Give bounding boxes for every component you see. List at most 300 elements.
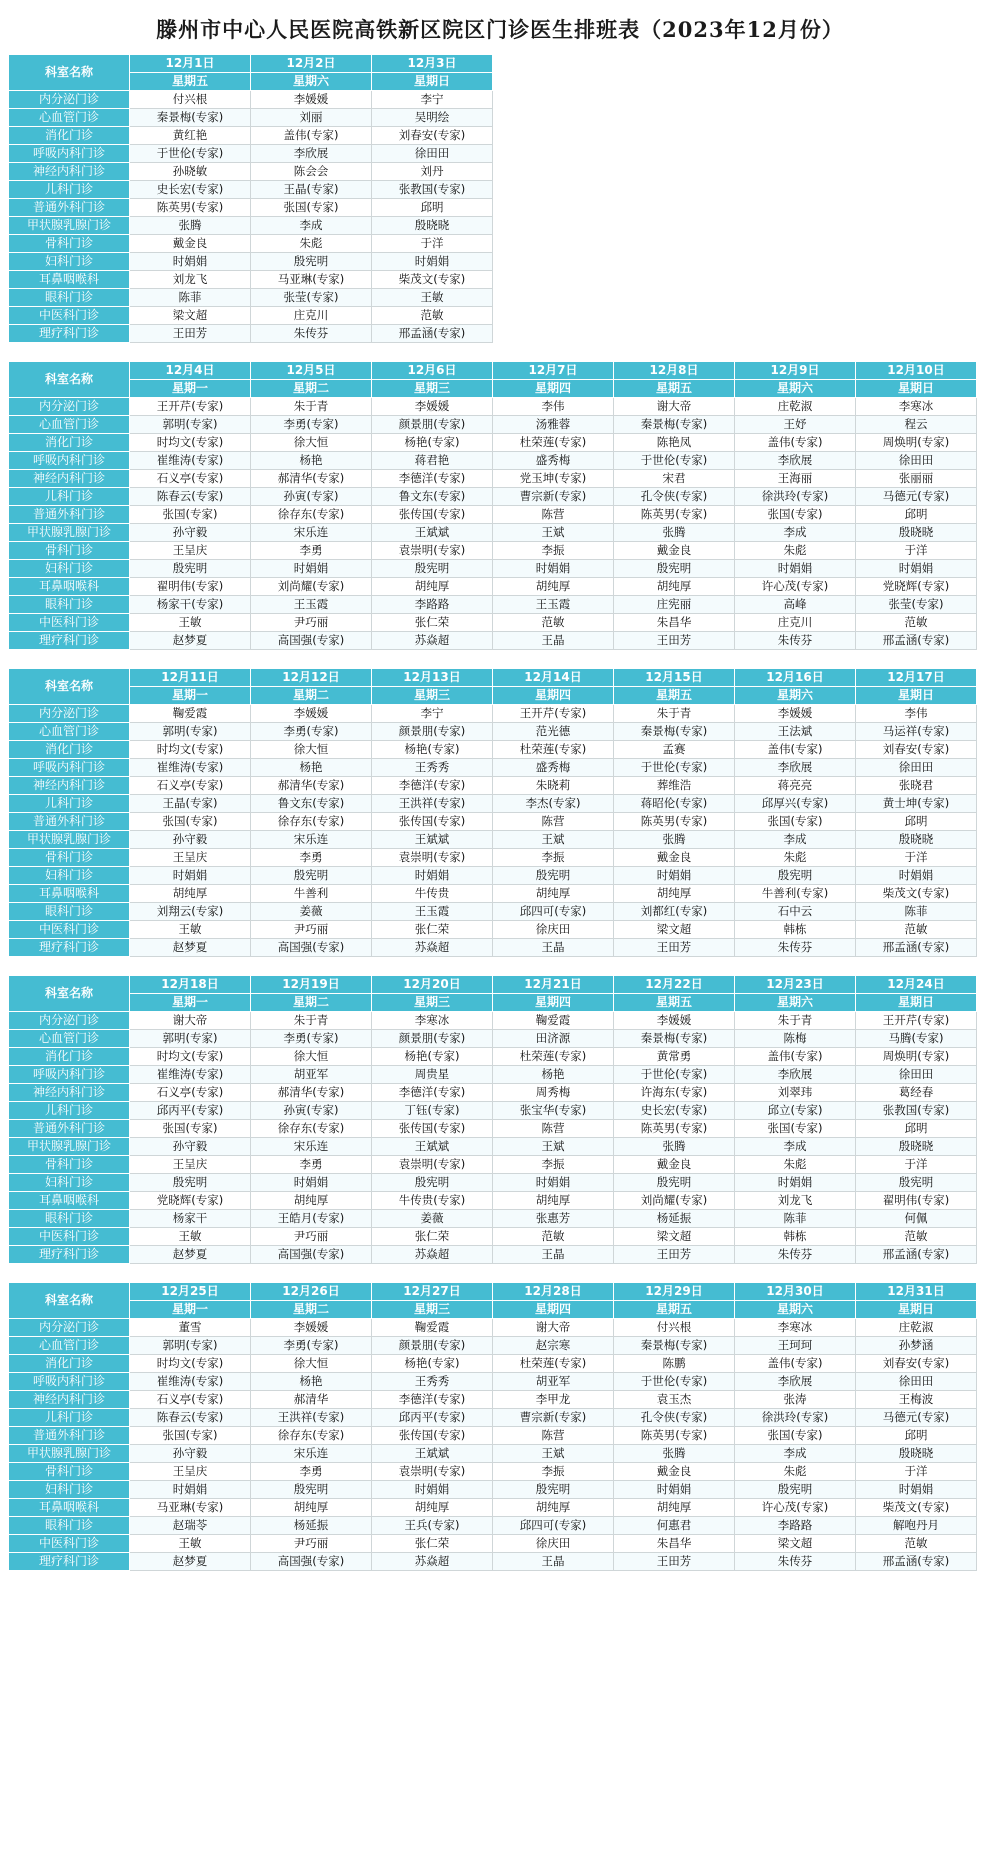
doctor-cell: 曹宗新(专家) [493,1409,614,1427]
doctor-cell: 戴金良 [614,849,735,867]
doctor-cell: 杜荣莲(专家) [493,1048,614,1066]
doctor-cell: 李勇 [251,1156,372,1174]
doctor-cell: 张仁荣 [372,614,493,632]
doctor-cell: 张莹(专家) [856,596,977,614]
doctor-cell: 邱明 [856,1427,977,1445]
schedule-table [8,361,977,650]
department-name: 眼科门诊 [9,596,130,614]
department-name: 儿科门诊 [9,1409,130,1427]
header-weekday: 星期一 [130,380,251,398]
schedule-block [0,668,1000,957]
table-row [9,1120,977,1138]
table-row [9,632,977,650]
schedule-block [0,975,1000,1264]
doctor-cell: 张国(专家) [735,1427,856,1445]
department-name: 中医科门诊 [9,1228,130,1246]
doctor-cell: 于洋 [856,1156,977,1174]
doctor-cell: 王开芹(专家) [130,398,251,416]
schedule-table [8,975,977,1264]
department-name: 妇科门诊 [9,867,130,885]
doctor-cell: 颜景朋(专家) [372,416,493,434]
doctor-cell: 王斌斌 [372,1445,493,1463]
doctor-cell: 谢大帝 [614,398,735,416]
header-date: 12月26日 [251,1283,372,1301]
header-weekday: 星期六 [735,994,856,1012]
doctor-cell: 朱传芬 [735,1553,856,1571]
doctor-cell: 李宁 [372,705,493,723]
doctor-cell: 殷宪明 [735,867,856,885]
department-name: 眼科门诊 [9,1210,130,1228]
doctor-cell: 殷晓晓 [856,1445,977,1463]
doctor-cell: 张惠芳 [493,1210,614,1228]
doctor-cell: 王玉霞 [372,903,493,921]
doctor-cell: 崔维涛(专家) [130,1066,251,1084]
doctor-cell: 郝清华(专家) [251,1084,372,1102]
department-name: 神经内科门诊 [9,777,130,795]
doctor-cell: 殷宪明 [614,560,735,578]
doctor-cell: 时娟娟 [735,1174,856,1192]
table-row [9,271,493,289]
doctor-cell: 赵瑞苓 [130,1517,251,1535]
doctor-cell: 鲁文东(专家) [251,795,372,813]
doctor-cell: 殷晓晓 [856,831,977,849]
department-name: 呼吸内科门诊 [9,145,130,163]
doctor-cell: 鞠爱霞 [372,1319,493,1337]
doctor-cell: 王玉霞 [251,596,372,614]
table-row [9,1337,977,1355]
department-name: 普通外科门诊 [9,506,130,524]
doctor-cell: 于世伦(专家) [614,452,735,470]
doctor-cell: 李媛媛 [372,398,493,416]
doctor-cell: 秦景梅(专家) [614,1337,735,1355]
doctor-cell: 殷宪明 [614,1174,735,1192]
department-name: 儿科门诊 [9,488,130,506]
doctor-cell: 孙梦涵 [856,1337,977,1355]
header-weekday: 星期三 [372,687,493,705]
table-row [9,1463,977,1481]
table-row [9,145,493,163]
doctor-cell: 解咆丹月 [856,1517,977,1535]
doctor-cell: 李寒冰 [856,398,977,416]
doctor-cell: 马亚琳(专家) [251,271,372,289]
doctor-cell: 袁崇明(专家) [372,1463,493,1481]
doctor-cell: 黄士坤(专家) [856,795,977,813]
doctor-cell: 孔令侠(专家) [614,488,735,506]
department-name: 理疗科门诊 [9,1553,130,1571]
doctor-cell: 王秀秀 [372,1373,493,1391]
doctor-cell: 盖伟(专家) [735,1355,856,1373]
header-date: 12月20日 [372,976,493,994]
doctor-cell: 王呈庆 [130,849,251,867]
doctor-cell: 石义亭(专家) [130,470,251,488]
doctor-cell: 王晶 [493,1246,614,1264]
doctor-cell: 时娟娟 [614,1481,735,1499]
doctor-cell: 汤雅蓉 [493,416,614,434]
department-name: 骨科门诊 [9,542,130,560]
table-row [9,235,493,253]
department-name: 内分泌门诊 [9,398,130,416]
table-row [9,813,977,831]
doctor-cell: 王敏 [130,1535,251,1553]
doctor-cell: 张涛 [735,1391,856,1409]
doctor-cell: 李杰(专家) [493,795,614,813]
doctor-cell: 陈营 [493,1120,614,1138]
doctor-cell: 时娟娟 [614,867,735,885]
doctor-cell: 李伟 [856,705,977,723]
doctor-cell: 张仁荣 [372,1228,493,1246]
doctor-cell: 颜景朋(专家) [372,723,493,741]
department-name: 普通外科门诊 [9,813,130,831]
table-row [9,759,977,777]
doctor-cell: 赵梦夏 [130,1553,251,1571]
doctor-cell: 王斌 [493,524,614,542]
doctor-cell: 郭明(专家) [130,416,251,434]
doctor-cell: 苏焱超 [372,632,493,650]
doctor-cell: 李德洋(专家) [372,777,493,795]
doctor-cell: 时娟娟 [735,560,856,578]
doctor-cell: 刘龙飞 [735,1192,856,1210]
doctor-cell: 邱明 [856,1120,977,1138]
table-row [9,416,977,434]
doctor-cell: 张腾 [614,831,735,849]
header-weekday: 星期二 [251,1301,372,1319]
header-weekday: 星期五 [614,1301,735,1319]
header-date: 12月15日 [614,669,735,687]
header-weekday: 星期六 [735,1301,856,1319]
doctor-cell: 王妤 [735,416,856,434]
doctor-cell: 时娟娟 [493,560,614,578]
doctor-cell: 胡纯厚 [130,885,251,903]
doctor-cell: 孙守毅 [130,1445,251,1463]
department-name: 骨科门诊 [9,849,130,867]
doctor-cell: 殷宪明 [372,560,493,578]
doctor-cell: 陈营 [493,506,614,524]
doctor-cell: 时娟娟 [493,1174,614,1192]
doctor-cell: 葬维浩 [614,777,735,795]
doctor-cell: 张传国(专家) [372,813,493,831]
doctor-cell: 陈鹏 [614,1355,735,1373]
doctor-cell: 庄乾淑 [856,1319,977,1337]
header-date: 12月2日 [251,55,372,73]
doctor-cell: 孙寅(专家) [251,1102,372,1120]
doctor-cell: 李路路 [372,596,493,614]
doctor-cell: 胡纯厚 [251,1499,372,1517]
doctor-cell: 李勇(专家) [251,1337,372,1355]
doctor-cell: 宋乐连 [251,1138,372,1156]
department-name: 甲状腺乳腺门诊 [9,524,130,542]
table-row [9,849,977,867]
table-row [9,705,977,723]
doctor-cell: 于世伦(专家) [614,759,735,777]
doctor-cell: 刘尚耀(专家) [251,578,372,596]
doctor-cell: 高国强(专家) [251,632,372,650]
table-row [9,885,977,903]
doctor-cell: 丁钰(专家) [372,1102,493,1120]
doctor-cell: 徐田田 [856,1066,977,1084]
doctor-cell: 王斌斌 [372,831,493,849]
doctor-cell: 牛传贵 [372,885,493,903]
doctor-cell: 秦景梅(专家) [614,1030,735,1048]
header-date: 12月10日 [856,362,977,380]
table-header-dates [9,669,977,687]
table-row [9,596,977,614]
doctor-cell: 时娟娟 [856,560,977,578]
table-row [9,1373,977,1391]
doctor-cell: 孙守毅 [130,524,251,542]
doctor-cell: 李振 [493,542,614,560]
doctor-cell: 王兵(专家) [372,1517,493,1535]
header-date: 12月16日 [735,669,856,687]
doctor-cell: 朱彪 [735,849,856,867]
doctor-cell: 王法斌 [735,723,856,741]
doctor-cell: 王晶(专家) [130,795,251,813]
doctor-cell: 邢孟涵(专家) [856,1246,977,1264]
doctor-cell: 陈艳凤 [614,434,735,452]
doctor-cell: 王呈庆 [130,1156,251,1174]
doctor-cell: 高峰 [735,596,856,614]
doctor-cell: 张国(专家) [735,506,856,524]
header-weekday: 星期一 [130,994,251,1012]
doctor-cell: 胡纯厚 [493,1499,614,1517]
doctor-cell: 杨家干(专家) [130,596,251,614]
schedule-blocks [0,54,1000,1571]
doctor-cell: 殷宪明 [735,1481,856,1499]
doctor-cell: 王敏 [130,614,251,632]
doctor-cell: 柴茂文(专家) [856,885,977,903]
doctor-cell: 于洋 [856,849,977,867]
doctor-cell: 范敏 [493,614,614,632]
department-name: 心血管门诊 [9,1030,130,1048]
department-name: 骨科门诊 [9,1156,130,1174]
doctor-cell: 于洋 [856,542,977,560]
doctor-cell: 徐存东(专家) [251,506,372,524]
header-date: 12月3日 [372,55,493,73]
doctor-cell: 殷宪明 [372,1174,493,1192]
doctor-cell: 殷宪明 [493,1481,614,1499]
header-weekday: 星期三 [372,1301,493,1319]
department-name: 理疗科门诊 [9,1246,130,1264]
doctor-cell: 宋乐连 [251,524,372,542]
doctor-cell: 李德洋(专家) [372,1391,493,1409]
header-date: 12月17日 [856,669,977,687]
department-name: 眼科门诊 [9,289,130,307]
doctor-cell: 胡纯厚 [251,1192,372,1210]
doctor-cell: 颜景朋(专家) [372,1337,493,1355]
doctor-cell: 孟赛 [614,741,735,759]
table-row [9,542,977,560]
header-date: 12月11日 [130,669,251,687]
department-name: 神经内科门诊 [9,1084,130,1102]
table-row [9,1084,977,1102]
header-date: 12月28日 [493,1283,614,1301]
doctor-cell: 于世伦(专家) [130,145,251,163]
table-row [9,199,493,217]
doctor-cell: 张腾 [614,1445,735,1463]
doctor-cell: 王玉霞 [493,596,614,614]
doctor-cell: 李德洋(专家) [372,470,493,488]
department-name: 眼科门诊 [9,1517,130,1535]
doctor-cell: 王敏 [130,1228,251,1246]
doctor-cell: 刘翔云(专家) [130,903,251,921]
header-weekday: 星期六 [735,380,856,398]
table-row [9,253,493,271]
doctor-cell: 许心茂(专家) [735,578,856,596]
doctor-cell: 秦景梅(专家) [614,416,735,434]
doctor-cell: 邱厚兴(专家) [735,795,856,813]
table-header-dates [9,1283,977,1301]
doctor-cell: 殷晓晓 [372,217,493,235]
doctor-cell: 张仁荣 [372,1535,493,1553]
doctor-cell: 张国(专家) [130,1427,251,1445]
doctor-cell: 苏焱超 [372,1246,493,1264]
doctor-cell: 李振 [493,1463,614,1481]
table-row [9,1210,977,1228]
department-name: 普通外科门诊 [9,199,130,217]
doctor-cell: 盖伟(专家) [735,741,856,759]
doctor-cell: 张腾 [130,217,251,235]
doctor-cell: 韩栋 [735,1228,856,1246]
doctor-cell: 刘春安(专家) [856,741,977,759]
doctor-cell: 鞠爱霞 [493,1012,614,1030]
doctor-cell: 蒋君艳 [372,452,493,470]
doctor-cell: 邱四可(专家) [493,1517,614,1535]
doctor-cell: 邱丙平(专家) [372,1409,493,1427]
header-weekday: 星期四 [493,1301,614,1319]
doctor-cell: 邢孟涵(专家) [856,632,977,650]
doctor-cell: 时娟娟 [130,253,251,271]
department-name: 神经内科门诊 [9,163,130,181]
table-row [9,1319,977,1337]
doctor-cell: 殷晓晓 [856,1138,977,1156]
department-name: 呼吸内科门诊 [9,1066,130,1084]
doctor-cell: 李媛媛 [251,91,372,109]
doctor-cell: 李宁 [372,91,493,109]
doctor-cell: 王呈庆 [130,542,251,560]
header-department-label: 科室名称 [9,669,130,705]
doctor-cell: 杨艳(专家) [372,1355,493,1373]
header-date: 12月25日 [130,1283,251,1301]
doctor-cell: 王斌斌 [372,1138,493,1156]
doctor-cell: 崔维涛(专家) [130,452,251,470]
table-header-weekdays [9,1301,977,1319]
doctor-cell: 戴金良 [130,235,251,253]
doctor-cell: 杜荣莲(专家) [493,434,614,452]
doctor-cell: 杨艳 [251,1373,372,1391]
doctor-cell: 梁文超 [735,1535,856,1553]
doctor-cell: 周贵星 [372,1066,493,1084]
doctor-cell: 马腾(专家) [856,1030,977,1048]
doctor-cell: 张国(专家) [130,1120,251,1138]
doctor-cell: 王田芳 [614,1246,735,1264]
doctor-cell: 陈菲 [735,1210,856,1228]
header-weekday: 星期日 [856,1301,977,1319]
doctor-cell: 徐大恒 [251,1355,372,1373]
doctor-cell: 张传国(专家) [372,1120,493,1138]
doctor-cell: 范敏 [856,921,977,939]
doctor-cell: 牛善利(专家) [735,885,856,903]
doctor-cell: 陈菲 [856,903,977,921]
department-name: 神经内科门诊 [9,470,130,488]
doctor-cell: 王秀秀 [372,759,493,777]
doctor-cell: 胡纯厚 [493,578,614,596]
department-name: 妇科门诊 [9,253,130,271]
doctor-cell: 姜薇 [372,1210,493,1228]
department-name: 妇科门诊 [9,1174,130,1192]
doctor-cell: 尹巧丽 [251,1228,372,1246]
doctor-cell: 陈英男(专家) [614,506,735,524]
doctor-cell: 杨艳(专家) [372,434,493,452]
doctor-cell: 马德元(专家) [856,1409,977,1427]
doctor-cell: 孙守毅 [130,831,251,849]
header-weekday: 星期二 [251,380,372,398]
doctor-cell: 戴金良 [614,1463,735,1481]
table-row [9,109,493,127]
doctor-cell: 秦景梅(专家) [130,109,251,127]
header-weekday: 星期四 [493,994,614,1012]
doctor-cell: 史长宏(专家) [614,1102,735,1120]
doctor-cell: 胡纯厚 [493,885,614,903]
doctor-cell: 时娟娟 [372,867,493,885]
doctor-cell: 李勇 [251,542,372,560]
doctor-cell: 党晓辉(专家) [856,578,977,596]
doctor-cell: 李欣展 [735,452,856,470]
doctor-cell: 何惠君 [614,1517,735,1535]
doctor-cell: 胡亚军 [251,1066,372,1084]
doctor-cell: 石义亭(专家) [130,1084,251,1102]
doctor-cell: 袁崇明(专家) [372,542,493,560]
doctor-cell: 翟明伟(专家) [130,578,251,596]
header-date: 12月24日 [856,976,977,994]
doctor-cell: 胡纯厚 [614,1499,735,1517]
table-row [9,325,493,343]
table-row [9,1535,977,1553]
doctor-cell: 邱明 [856,506,977,524]
doctor-cell: 朱传芬 [251,325,372,343]
doctor-cell: 李成 [735,1138,856,1156]
doctor-cell: 盛秀梅 [493,759,614,777]
doctor-cell: 张腾 [614,1138,735,1156]
doctor-cell: 朱彪 [735,1463,856,1481]
doctor-cell: 胡纯厚 [614,885,735,903]
doctor-cell: 殷宪明 [130,560,251,578]
doctor-cell: 崔维涛(专家) [130,1373,251,1391]
doctor-cell: 殷宪明 [251,1481,372,1499]
schedule-block [0,361,1000,650]
doctor-cell: 黄常勇 [614,1048,735,1066]
department-name: 眼科门诊 [9,903,130,921]
table-row [9,1192,977,1210]
doctor-cell: 戴金良 [614,542,735,560]
doctor-cell: 牛传贵(专家) [372,1192,493,1210]
table-header-dates [9,55,493,73]
doctor-cell: 赵梦夏 [130,1246,251,1264]
department-name: 消化门诊 [9,434,130,452]
table-row [9,741,977,759]
doctor-cell: 陈会会 [251,163,372,181]
table-row [9,1427,977,1445]
doctor-cell: 石义亭(专家) [130,1391,251,1409]
doctor-cell: 蒋昭伦(专家) [614,795,735,813]
doctor-cell: 宋乐连 [251,831,372,849]
doctor-cell: 时娟娟 [372,253,493,271]
doctor-cell: 李勇(专家) [251,416,372,434]
doctor-cell: 于洋 [856,1463,977,1481]
header-date: 12月13日 [372,669,493,687]
doctor-cell: 邱立(专家) [735,1102,856,1120]
doctor-cell: 张国(专家) [735,813,856,831]
doctor-cell: 陈营 [493,1427,614,1445]
doctor-cell: 张传国(专家) [372,1427,493,1445]
